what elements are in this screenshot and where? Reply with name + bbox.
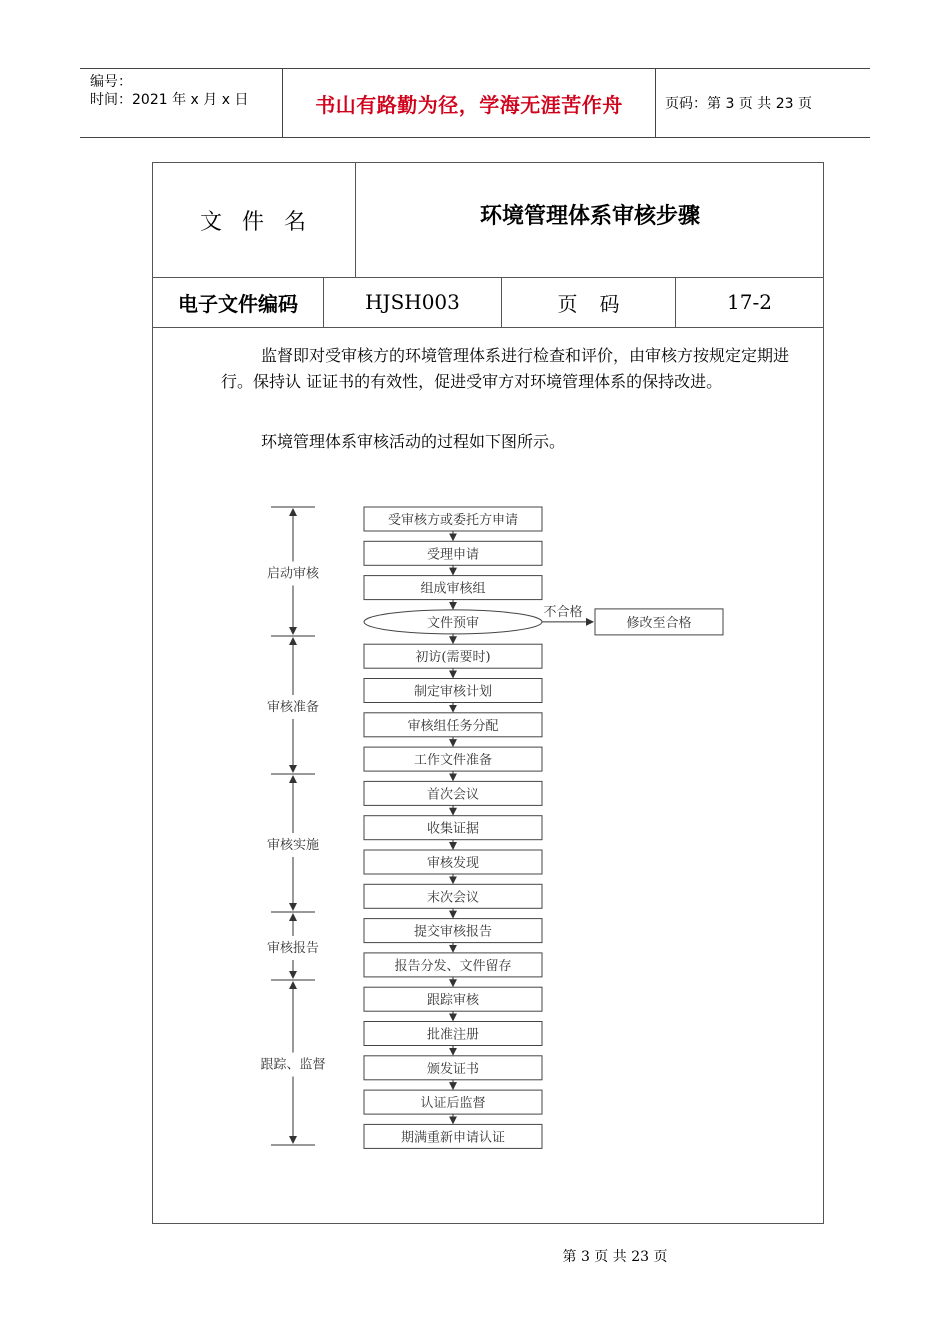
header-page-info: 页码：第 3 页 共 23 页: [665, 96, 812, 112]
page-footer: 第 3 页 共 23 页: [562, 1249, 668, 1265]
header-meta: [80, 69, 282, 137]
phase-label: 审核报告: [266, 941, 320, 956]
flow-step-label: 认证后监督: [420, 1096, 486, 1112]
code-value: HJSH003: [324, 277, 502, 327]
phase-label: 审核实施: [266, 838, 320, 853]
number-label: 编号：: [90, 74, 132, 90]
phase-label: 启动审核: [266, 566, 320, 582]
flow-step-label: 批准注册: [426, 1027, 480, 1043]
flow-step-label: 报告分发、文件留存: [394, 958, 512, 974]
flow-step-label: 期满重新申请认证: [400, 1130, 506, 1146]
page-label: 页码: [502, 277, 676, 327]
flow-step-label: 颁发证书: [426, 1061, 480, 1077]
flow-step-label: 组成审核组: [420, 581, 486, 597]
motto: 书山有路勤为径，学海无涯苦作舟: [315, 92, 623, 117]
branch-label: 不合格: [543, 604, 583, 620]
time-label: 时间：2021 年 x 月 x 日: [90, 92, 249, 108]
page-value: 17-2: [727, 290, 772, 314]
flow-step-label: 收集证据: [426, 821, 480, 837]
diagram-caption: 环境管理体系审核活动的过程如下图所示。: [261, 432, 566, 451]
intro-paragraph: 监督即对受审核方的环境管理体系进行检查和评价，由审核方按规定定期进行。保持认 证证书的有效性，促进受审方对环境管理体系的保持改进。: [221, 346, 790, 391]
document-table: [152, 162, 824, 1224]
flow-step-label: 工作文件准备: [413, 753, 493, 769]
flow-step-label: 文件预审: [426, 615, 480, 631]
header-motto-cell: [282, 69, 656, 137]
audit-flowchart: [153, 163, 823, 1223]
flow-step-label: 制定审核计划: [413, 684, 493, 700]
page-header: [80, 68, 870, 138]
branch-target-label: 修改至合格: [626, 615, 692, 631]
flow-step-label: 审核组任务分配: [407, 718, 499, 734]
document-title: 环境管理体系审核步骤: [479, 204, 700, 229]
file-name-label: 文件名: [153, 163, 356, 277]
code-label: 电子文件编码: [153, 277, 324, 327]
flow-step-label: 初访(需要时): [415, 650, 491, 666]
flow-step-label: 受理申请: [426, 547, 480, 563]
flow-step-label: 末次会议: [426, 890, 480, 906]
flow-step-label: 首次会议: [426, 787, 480, 803]
phase-label: 审核准备: [266, 700, 320, 715]
flow-step-label: 审核发现: [426, 856, 480, 871]
flow-step-label: 跟踪审核: [426, 993, 480, 1009]
flow-step-label: 受审核方或委托方申请: [387, 513, 519, 528]
phase-label: 跟踪、监督: [260, 1057, 326, 1073]
header-page-cell: [656, 69, 870, 137]
flow-step-label: 提交审核报告: [413, 924, 493, 940]
